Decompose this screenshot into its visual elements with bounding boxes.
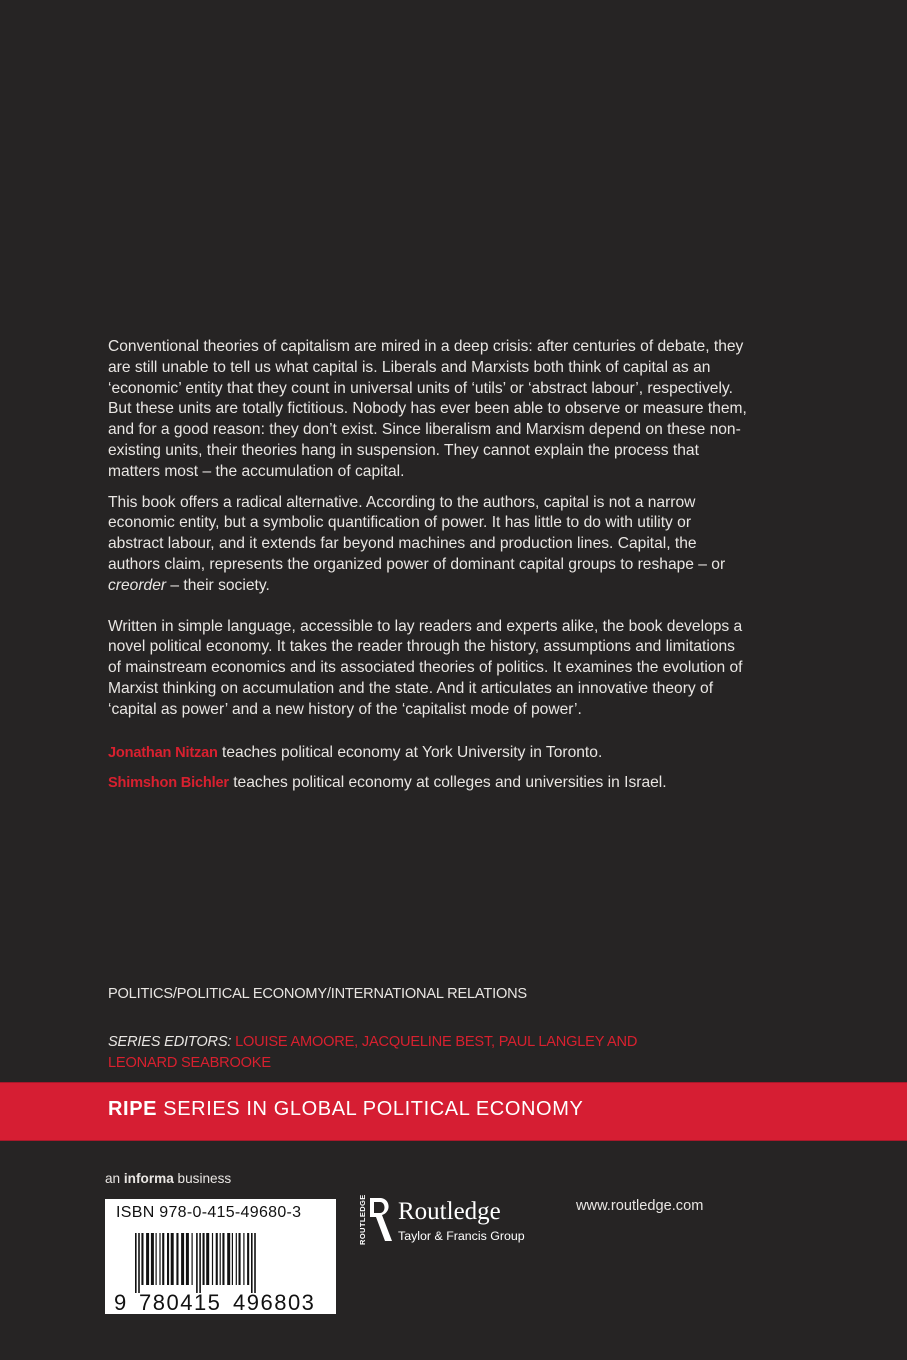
author-bio-1 [108,743,748,764]
barcode-bar [151,1233,154,1285]
barcode-bar [162,1233,164,1285]
barcode-bar [192,1233,193,1285]
blurb-p2-text-a: This book offers a radical alternative. According to the authors, capital is not a narrow economic entity, but a symbolic quantification of power. It has little to do with utility or abstract labour, and it extends far beyond machines and production lines. Capital, the authors claim, represents the organized power of dominant capital groups to reshape – or [108,493,726,573]
informa-brand: informa [123,1171,174,1186]
author-name-2: Shimshon Bichler [108,775,229,792]
barcode-bar [135,1233,137,1293]
barcode-bar [227,1233,230,1285]
barcode-bar [138,1233,140,1293]
barcode-group-1: 780415 [139,1290,222,1314]
publisher-website[interactable]: www.routledge.com [576,1198,704,1214]
book-blurb [108,337,748,804]
blurb-p2-italic: creorder [108,576,167,594]
author-bio-text-1: teaches political economy at York University in Toronto. [222,743,603,761]
barcode-bar [196,1233,198,1293]
barcode-graphic [105,1199,336,1314]
barcode-bar [243,1233,244,1285]
barcode-bar [254,1233,256,1293]
barcode-bar [199,1233,201,1293]
informa-suffix: business [177,1171,232,1186]
routledge-logo [356,1195,556,1247]
author-bio-2 [108,773,748,794]
blurb-paragraph-1: Conventional theories of capitalism are mired in a deep crisis: after centuries of debate, they are still unable to tell us what capital is. Liberals and Marxists both think of capital as an ‘economic’ entity that they count in universal units of ‘utils’ or ‘abstract labour’, respectively. But these units are totally fictitious. Nobody has ever been able to observe or measure them, and for a good reason: they don’t exist. Since liberalism and Marxism depend on these non-existing units, their theories hang in suspension. They cannot explain the process that matters most – the accumulation of capital. [108,338,747,480]
isbn-text: ISBN 978-0-415-49680-3 [116,1204,302,1221]
routledge-r-icon [356,1195,396,1247]
blurb-paragraph-2 [108,493,748,597]
series-title-rest: SERIES IN GLOBAL POLITICAL ECONOMY [163,1098,584,1120]
barcode-bar [171,1233,174,1285]
barcode-bar [167,1233,169,1285]
barcode-bar [156,1233,157,1285]
series-title [108,1098,583,1121]
series-editors [108,1032,648,1074]
routledge-name: Routledge [398,1198,501,1225]
author-bio-text-2: teaches political economy at colleges and universities in Israel. [233,774,667,792]
series-editors-names: LOUISE AMOORE, JACQUELINE BEST, PAUL LANGLEY AND LEONARD SEABROOKE [108,1034,638,1071]
barcode-bar [220,1233,221,1285]
informa-prefix: an [105,1171,121,1186]
barcode-bar [232,1233,233,1285]
blurb-p2-text-b: – their society. [166,576,270,594]
barcode-bar [222,1233,224,1285]
barcode-group-2: 496803 [233,1290,316,1314]
barcode-bar [206,1233,209,1285]
series-ripe: RIPE [108,1098,158,1120]
barcode-bar [216,1233,218,1285]
barcode-bar [247,1233,249,1285]
barcode-bar [212,1233,213,1285]
informa-tagline [105,1171,231,1186]
barcode-bar [159,1233,160,1285]
isbn-barcode [105,1199,336,1314]
barcode-bar [236,1233,237,1285]
barcode-bar [181,1233,184,1285]
barcode-bar [251,1233,253,1293]
routledge-subtitle: Taylor & Francis Group [398,1229,525,1243]
subject-category: POLITICS/POLITICAL ECONOMY/INTERNATIONAL RELATIONS [108,986,527,1002]
barcode-first-digit: 9 [114,1290,127,1314]
barcode-bar [176,1233,178,1285]
barcode-bar [146,1233,149,1285]
blurb-paragraph-3: Written in simple language, accessible to lay readers and experts alike, the book develops a novel political economy. It takes the reader through the history, assumptions and limitations of mainstream economics and its associated theories of politics. It examines the evolution of Marxist thinking on accumulation and the state. And it articulates an innovative theory of ‘capital as power’ and a new history of the ‘capitalist mode of power’. [108,617,743,718]
author-name-1: Jonathan Nitzan [108,744,218,761]
barcode-bar [239,1233,241,1285]
series-band [0,1082,907,1141]
barcode-bar [186,1233,189,1285]
routledge-vertical: ROUTLEDGE [358,1195,367,1245]
barcode-bar [141,1233,143,1285]
barcode-bar [203,1233,205,1285]
series-editors-label: SERIES EDITORS: [108,1034,232,1050]
